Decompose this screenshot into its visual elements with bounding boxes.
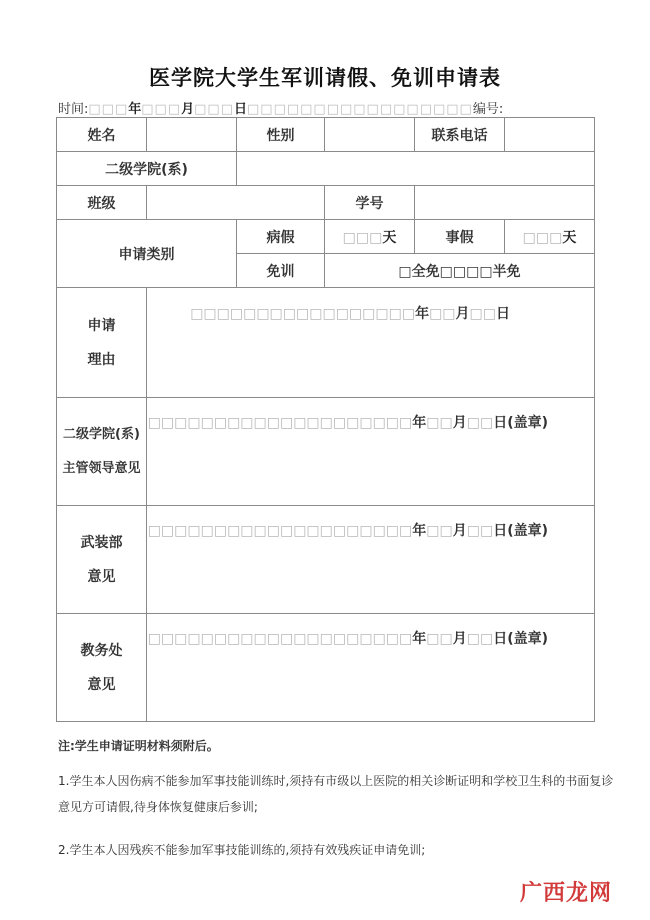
gender-field[interactable] [325, 118, 415, 152]
armed-month-fill: □□ [426, 522, 453, 539]
phone-label: 联系电话 [415, 118, 505, 152]
academic-month: 月 [452, 630, 467, 647]
note-item-1: 1.学生本人因伤病不能参加军事技能训练时,须持有市级以上医院的相关诊断证明和学校卫生科的书面复诊意见方可请假,待身体恢复健康后参训; [58, 774, 614, 814]
academic-office-label-1: 教务处 [80, 642, 123, 659]
academic-day-fill: □□ [466, 630, 494, 647]
college-year: 年 [412, 414, 427, 431]
month-label: 月 [181, 102, 195, 117]
row-college-opinion [57, 398, 595, 506]
armed-dept-label-1: 武装部 [80, 534, 123, 551]
armed-day-stamp: 日(盖章) [493, 522, 548, 539]
name-label: 姓名 [57, 118, 147, 152]
reason-day-fill: □□ [469, 305, 496, 322]
notes-section [58, 737, 618, 880]
student-id-field[interactable] [415, 186, 595, 220]
college-field[interactable] [237, 152, 595, 186]
personal-days-fill: □□□ [522, 229, 563, 246]
reason-date-line [190, 303, 510, 323]
header-meta-line [58, 98, 503, 117]
row-reason [57, 288, 595, 398]
academic-office-field[interactable] [147, 614, 595, 722]
academic-office-date-line [148, 628, 548, 648]
year-label: 年 [128, 102, 142, 117]
academic-day-stamp: 日(盖章) [493, 630, 548, 647]
row-armed-dept [57, 506, 595, 614]
exempt-label: 免训 [237, 254, 325, 288]
reason-field[interactable] [147, 288, 595, 398]
college-day-stamp: 日(盖章) [493, 414, 548, 431]
college-opinion-label-cell [57, 398, 147, 506]
exempt-options[interactable]: □全免□□□□半免 [325, 254, 595, 288]
armed-year: 年 [412, 522, 427, 539]
sick-days-fill: □□□ [342, 229, 383, 246]
armed-dept-date-line [148, 520, 548, 540]
day-fill: □□□ [194, 102, 234, 117]
row-academic-office [57, 614, 595, 722]
row-class [57, 186, 595, 220]
time-label: 时间: [58, 102, 89, 117]
application-form-table [56, 117, 595, 722]
spacer-fill: □□□□□□□□□□□□□□□□□ [247, 102, 473, 117]
notes-title: 注:学生申请证明材料须附后。 [58, 739, 219, 753]
serial-label: 编号: [472, 102, 504, 117]
form-title: 医学院大学生军训请假、免训申请表 [149, 66, 501, 90]
academic-office-label-cell [57, 614, 147, 722]
personal-days-field[interactable] [505, 220, 595, 254]
row-college [57, 152, 595, 186]
class-label: 班级 [57, 186, 147, 220]
college-opinion-label-1: 二级学院(系) [63, 426, 140, 442]
armed-dept-field[interactable] [147, 506, 595, 614]
year-fill: □□□ [88, 102, 129, 117]
college-opinion-date-line [148, 412, 548, 432]
college-label: 二级学院(系) [57, 152, 237, 186]
apply-type-label: 申请类别 [57, 220, 237, 288]
armed-dept-label-cell [57, 506, 147, 614]
reason-label-1: 申请 [87, 317, 116, 334]
class-field[interactable] [147, 186, 325, 220]
sick-days-field[interactable] [325, 220, 415, 254]
armed-day-fill: □□ [466, 522, 494, 539]
day-label: 日 [234, 102, 248, 117]
academic-office-label-2: 意见 [87, 676, 116, 693]
sick-leave-label: 病假 [237, 220, 325, 254]
reason-day: 日 [496, 305, 510, 322]
reason-label-cell [57, 288, 147, 398]
month-fill: □□□ [141, 102, 182, 117]
armed-month: 月 [452, 522, 467, 539]
college-day-fill: □□ [466, 414, 494, 431]
gender-label: 性别 [237, 118, 325, 152]
academic-sign-fill: □□□□□□□□□□□□□□□□□□□□ [147, 630, 413, 647]
reason-month-fill: □□ [429, 305, 456, 322]
reason-fill: □□□□□□□□□□□□□□□□□ [190, 305, 416, 322]
personal-days-unit: 天 [562, 229, 577, 246]
academic-year: 年 [412, 630, 427, 647]
sick-days-unit: 天 [382, 229, 397, 246]
armed-sign-fill: □□□□□□□□□□□□□□□□□□□□ [147, 522, 413, 539]
note-item-2: 2.学生本人因残疾不能参加军事技能训练的,须持有效残疾证申请免训; [58, 843, 426, 857]
row-basic-info [57, 118, 595, 152]
row-apply-type-leave [57, 220, 595, 254]
phone-field[interactable] [505, 118, 595, 152]
academic-month-fill: □□ [426, 630, 453, 647]
reason-label-2: 理由 [87, 351, 116, 368]
personal-leave-label: 事假 [415, 220, 505, 254]
college-month-fill: □□ [426, 414, 453, 431]
reason-year: 年 [415, 305, 430, 322]
college-opinion-label-2: 主管领导意见 [62, 460, 141, 476]
name-field[interactable] [147, 118, 237, 152]
armed-dept-label-2: 意见 [87, 568, 116, 585]
site-watermark-logo: 广西龙网 [520, 880, 613, 906]
reason-month: 月 [455, 305, 470, 322]
college-sign-fill: □□□□□□□□□□□□□□□□□□□□ [147, 414, 413, 431]
college-month: 月 [452, 414, 467, 431]
college-opinion-field[interactable] [147, 398, 595, 506]
student-id-label: 学号 [325, 186, 415, 220]
